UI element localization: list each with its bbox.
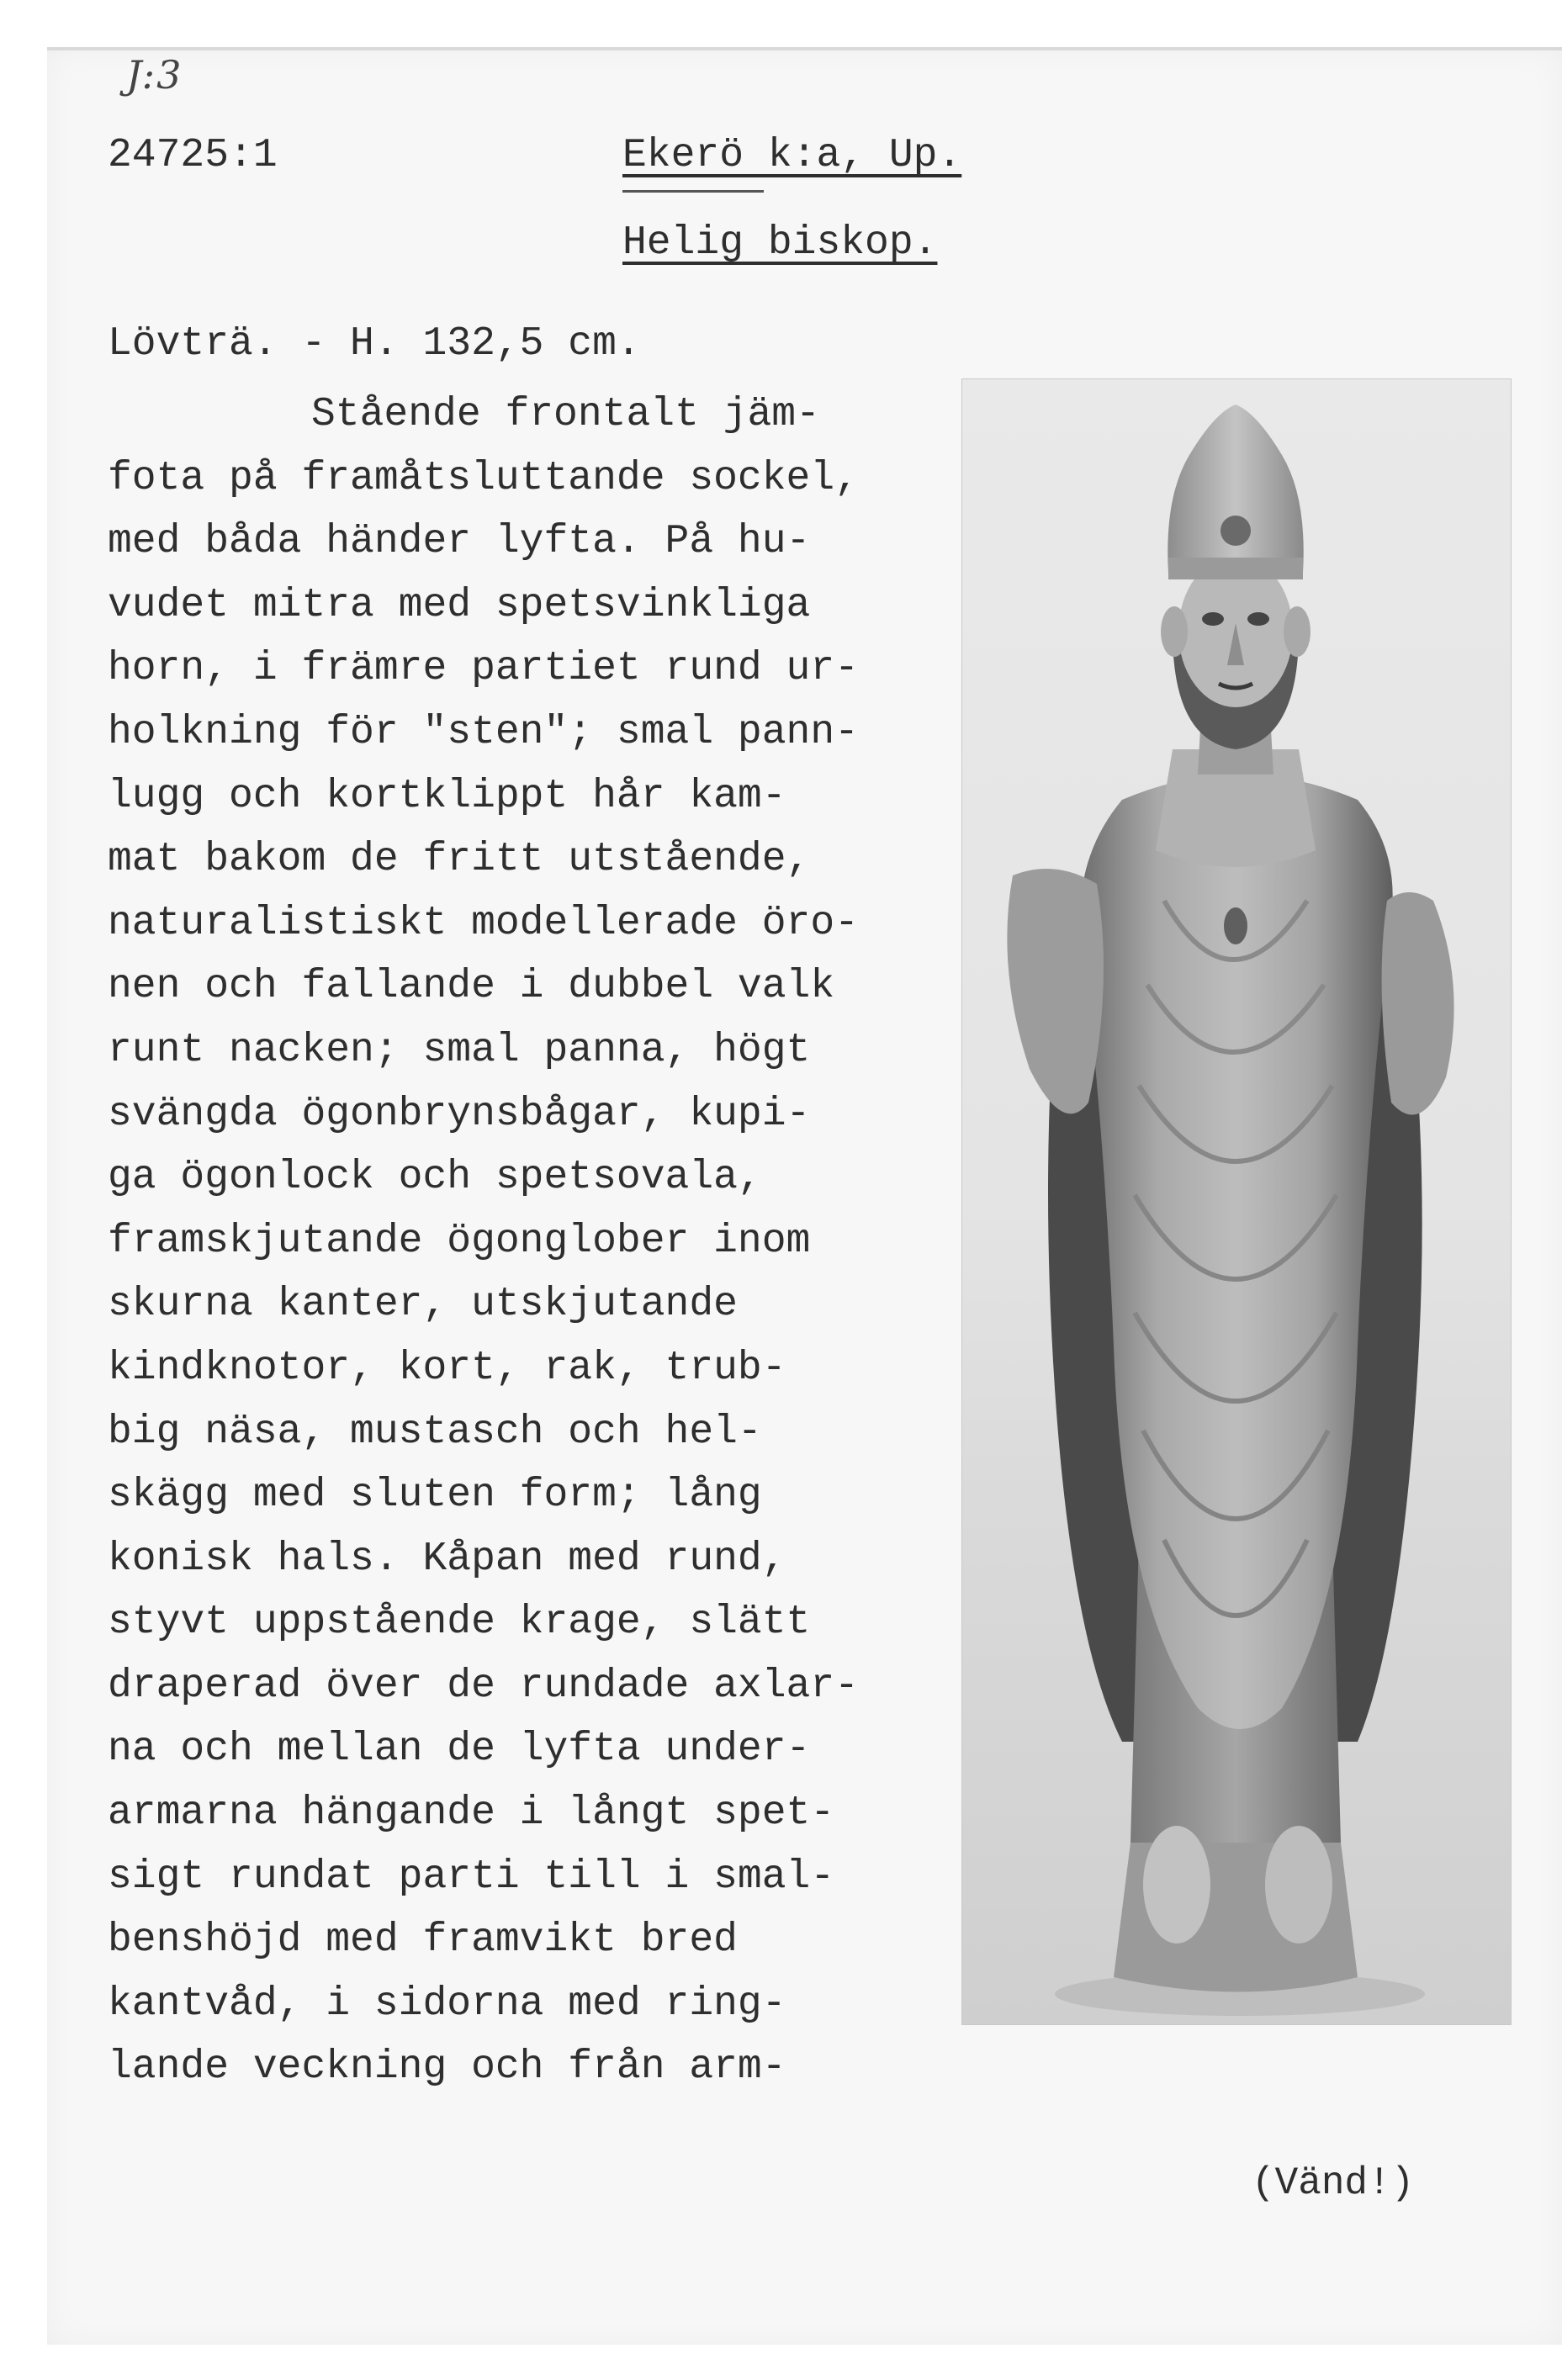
description-line: skurna kanter, utskjutande	[108, 1282, 738, 1328]
description-line: sigt rundat parti till i smal-	[108, 1854, 835, 1900]
description-line: kindknotor, kort, rak, trub-	[108, 1345, 786, 1391]
description-text	[108, 383, 859, 2100]
handwritten-note: J:3	[126, 52, 183, 98]
description-line: konisk hals. Kåpan med rund,	[108, 1536, 786, 1582]
description-line: runt nacken; smal panna, högt	[108, 1027, 811, 1073]
description-line: draperad över de rundade axlar-	[108, 1663, 859, 1709]
description-line: horn, i främre partiet rund ur-	[108, 646, 859, 692]
description-line: kantvåd, i sidorna med ring-	[108, 1981, 786, 2027]
description-line: fota på framåtsluttande sockel,	[108, 455, 859, 501]
turn-over-note: (Vänd!)	[1252, 2161, 1415, 2205]
description-line: lugg och kortklippt hår kam-	[108, 773, 786, 819]
description-line: lande veckning och från arm-	[108, 2044, 786, 2091]
description-line: holkning för "sten"; smal pann-	[108, 709, 859, 755]
description-line: naturalistiskt modellerade öro-	[108, 900, 859, 946]
subject-heading: Helig biskop.	[622, 220, 938, 266]
description-line: big näsa, mustasch och hel-	[108, 1409, 762, 1455]
material-dimensions: Lövträ. - H. 132,5 cm.	[108, 321, 641, 367]
description-line: armarna hängande i långt spet-	[108, 1790, 835, 1837]
bishop-sculpture-photo	[961, 378, 1512, 2025]
description-line: styvt uppstående krage, slätt	[108, 1600, 811, 1646]
heading-divider	[622, 190, 764, 193]
description-line: svängda ögonbrynsbågar, kupi-	[108, 1091, 811, 1137]
description-line: ga ögonlock och spetsovala,	[108, 1155, 762, 1201]
description-line: skägg med sluten form; lång	[108, 1473, 762, 1519]
description-line: mat bakom de fritt utstående,	[108, 837, 811, 883]
card-edge	[47, 47, 1562, 50]
description-line: vudet mitra med spetsvinkliga	[108, 582, 811, 628]
description-line: nen och fallande i dubbel valk	[108, 964, 835, 1010]
inventory-number: 24725:1	[108, 133, 278, 178]
description-line: na och mellan de lyfta under-	[108, 1727, 811, 1773]
description-line: benshöjd med framvikt bred	[108, 1917, 738, 1964]
description-line: Stående frontalt jäm-	[311, 392, 820, 437]
description-line: med båda händer lyfta. På hu-	[108, 519, 811, 565]
description-line: framskjutande ögonglober inom	[108, 1218, 811, 1264]
location-heading: Ekerö k:a, Up.	[622, 133, 962, 178]
